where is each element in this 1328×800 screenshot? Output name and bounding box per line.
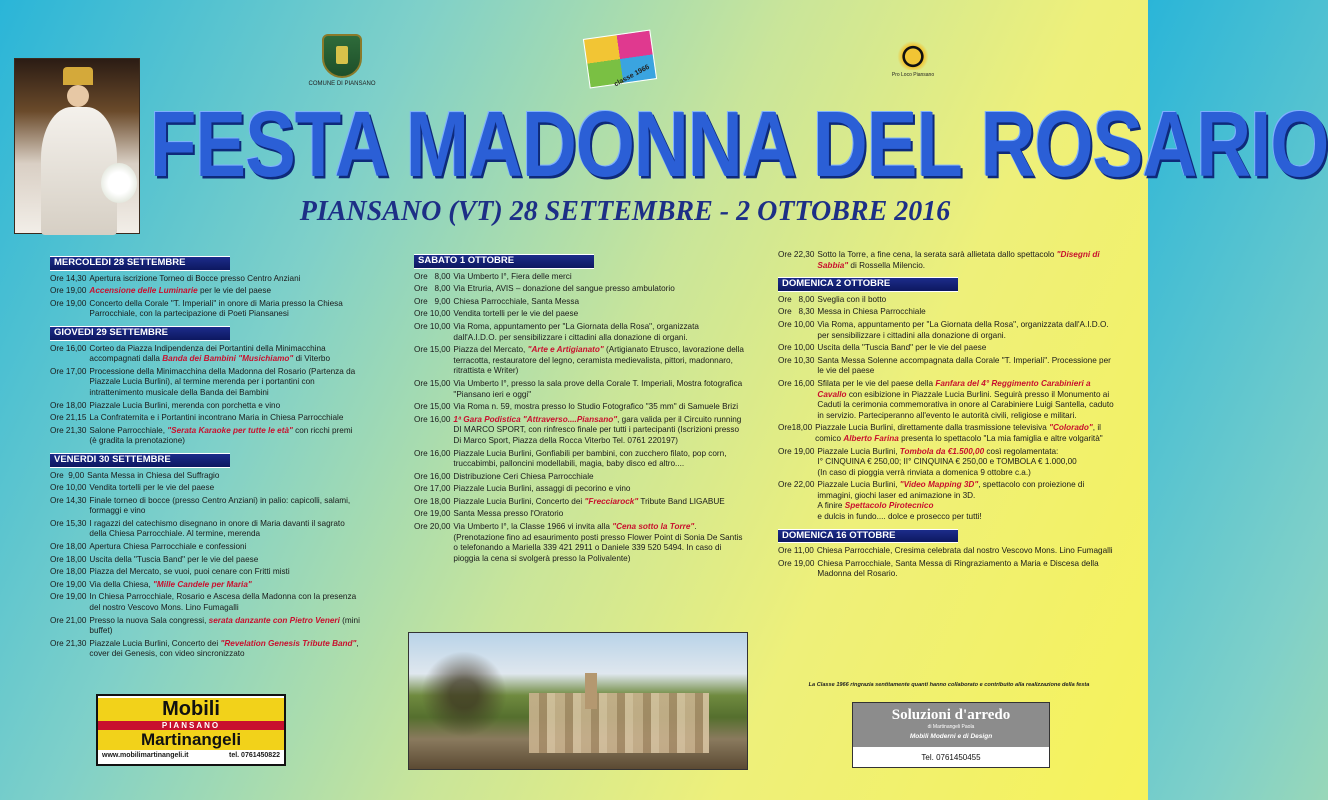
bee-icon	[893, 40, 933, 70]
day-header: DOMENICA 16 OTTOBRE	[778, 529, 958, 544]
event-row	[50, 413, 360, 424]
event-desc	[89, 616, 360, 637]
poster-subtitle: PIANSANO (VT) 28 SETTEMBRE - 2 OTTOBRE 2016	[299, 196, 951, 227]
event-desc-text: di Rossella Milencio.	[848, 260, 926, 270]
houses-shape	[529, 693, 709, 753]
event-row	[778, 343, 1114, 354]
event-desc: Chiesa Parrocchiale, Santa Messa	[453, 296, 580, 306]
event-desc	[89, 286, 360, 297]
event-highlight: Banda dei Bambini "Musichiamo"	[162, 354, 294, 364]
event-row	[50, 496, 360, 517]
event-desc-text: con esibizione in Piazzale Lucia Burlini. Seguirà presso il Monumento ai Caduti la cerimonia commemorativa in onore al Carabiniere Luigi Santella, caduto in servizio. Parteciperanno all'evento le autorità civili, religiose e militari.	[817, 389, 1114, 420]
event-row	[414, 509, 744, 520]
event-desc: Via Roma, appuntamento per "La Giornata della Rosa", organizzata dall'A.I.D.O. per sensibilizzare i cittadini alla donazione di organi.	[817, 319, 1109, 340]
event-row	[50, 555, 360, 566]
event-time: Ore 18,00	[50, 400, 87, 410]
event-time: Ore 19,00	[50, 579, 87, 589]
event-time: Ore 18,00	[50, 542, 87, 552]
event-desc-text: Piazzale Lucia Burlini,	[817, 446, 900, 456]
mobili-website: www.mobilimartinangeli.it	[102, 752, 189, 759]
event-desc: Piazzale Lucia Burlini, assaggi di pecorino e vino	[453, 484, 631, 494]
event-highlight: "Mille Candele per Maria"	[153, 579, 252, 589]
event-note: A finire	[817, 501, 845, 511]
mobili-contacts	[98, 752, 284, 759]
event-row	[414, 309, 744, 320]
event-desc-text: per le vie del paese	[197, 286, 271, 296]
program-column-1	[50, 252, 360, 662]
event-time: Ore 10,00	[778, 343, 815, 353]
event-row	[778, 423, 1114, 444]
event-desc-text: Piazzale Lucia Burlini, Concerto dei	[89, 638, 221, 648]
event-row	[414, 415, 744, 447]
event-desc: Via Roma, appuntamento per "La Giornata della Rosa", organizzata dall'A.I.D.O. per sensibilizzare i cittadini alla donazione di organi.	[453, 321, 699, 342]
event-row	[414, 379, 744, 400]
event-time: Ore 14,30	[50, 273, 87, 283]
event-desc: Piazzale Lucia Burlini, Gonfiabili per bambini, con zucchero filato, pop corn, truccabimbi, palloncini modellabili, magia, baby disco ed altro....	[453, 448, 727, 469]
event-row	[778, 320, 1114, 341]
event-time: Ore 10,00	[414, 321, 451, 331]
event-desc: Uscita della "Tuscia Band" per le vie del paese	[817, 343, 987, 353]
event-desc-text: Piazzale Lucia Burlini, direttamente dalla trasmissione televisiva	[815, 423, 1050, 433]
event-desc	[817, 379, 1114, 421]
proloco-logo	[884, 40, 942, 78]
event-time: Ore 9,00	[414, 296, 451, 306]
day-header: DOMENICA 2 OTTOBRE	[778, 277, 958, 292]
event-time: Ore 22,30	[778, 250, 815, 259]
event-desc-text: Presso la nuova Sala congressi,	[89, 615, 209, 625]
event-row	[50, 471, 360, 482]
event-highlight: "Revelation Genesis Tribute Band"	[220, 638, 357, 648]
comune-logo	[304, 34, 380, 87]
event-desc: Processione della Minimacchina della Madonna del Rosario (Partenza da Piazzale Lucia Burlini), al termine merenda per i portantini con intrattenimento musicale della Banda dei Bambini	[89, 366, 356, 397]
event-time: Ore 21,15	[50, 413, 87, 423]
event-note: I° CINQUINA € 250,00; II° CINQUINA € 250,00 e TOMBOLA € 1.000,00	[817, 457, 1077, 467]
event-desc-text: Salone Parrocchiale,	[89, 425, 168, 435]
event-time: Ore 9,00	[50, 470, 85, 480]
event-desc-text: di Viterbo	[293, 354, 331, 364]
event-time: Ore 15,00	[414, 345, 451, 355]
event-time: Ore 22,00	[778, 480, 815, 490]
event-time: Ore 15,30	[50, 518, 87, 528]
event-row	[50, 344, 360, 365]
event-desc: Concerto della Corale "T. Imperiali" in onore di Maria presso la Chiesa Parrocchiale, con la partecipazione di Poeti Piansanesi	[89, 298, 343, 319]
event-desc-text: Piazzale Lucia Burlini, Concerto dei	[453, 496, 585, 506]
event-desc: Apertura iscrizione Torneo di Bocce presso Centro Anziani	[89, 273, 301, 283]
event-desc-text: Piazzale Lucia Burlini,	[817, 480, 900, 490]
event-time: Ore 19,00	[414, 509, 451, 519]
event-desc-text: (Artigianato Etrusco, lavorazione della terracotta, restauratore del legno, ceramista medievalista, pittori, madonnaro, ritrattista e Writer)	[453, 345, 744, 376]
event-desc: Distribuzione Ceri Chiesa Parrocchiale	[453, 471, 594, 481]
tower-shape	[585, 673, 597, 709]
event-row	[778, 250, 1114, 271]
event-desc	[817, 447, 1114, 479]
event-highlight: "Cena sotto la Torre"	[612, 522, 695, 532]
comune-label: COMUNE DI PIANSANO	[308, 81, 376, 87]
event-row	[414, 522, 744, 564]
event-row	[50, 567, 360, 578]
program-column-3	[778, 250, 1114, 582]
event-time: Ore 8,00	[414, 284, 451, 294]
soluzioni-owner: di Martinangeli Paola	[927, 724, 975, 730]
event-highlight: "Serata Karaoke per tutte le età"	[167, 425, 293, 435]
proloco-label: Pro Loco Piansano	[891, 72, 935, 78]
event-row	[414, 284, 744, 295]
event-time: Ore 19,00	[778, 558, 815, 568]
event-time: Ore 16,00	[50, 343, 87, 353]
event-desc: Piazzale Lucia Burlini, merenda con porchetta e vino	[89, 400, 281, 410]
event-row	[778, 447, 1114, 479]
soluzioni-banner	[853, 703, 1049, 747]
soluzioni-phone: Tel. 0761450455	[921, 753, 981, 762]
event-row	[778, 546, 1114, 557]
mobili-phone: tel. 0761450822	[229, 752, 280, 759]
event-highlight: Spettacolo Pirotecnico	[844, 501, 934, 511]
event-desc	[453, 522, 744, 564]
event-time: Ore 16,00	[778, 378, 815, 388]
event-row	[50, 426, 360, 447]
poster-title: FESTA MADONNA DEL ROSARIO	[150, 93, 1328, 197]
event-note: (In caso di pioggia verrà rinviata a domenica 9 ottobre c.a.)	[817, 467, 1031, 477]
event-row	[50, 286, 360, 297]
event-highlight: Tombola da €1.500,00	[899, 446, 985, 456]
event-desc	[89, 580, 360, 591]
event-highlight: "Arte e Artigianato"	[527, 345, 604, 355]
event-time: Ore 21,30	[50, 425, 87, 435]
event-row	[50, 580, 360, 591]
classe-1966-logo	[586, 34, 654, 89]
event-row	[778, 480, 1114, 522]
event-highlight: Alberto Farina	[843, 433, 899, 443]
madonna-statue-image	[14, 58, 140, 234]
event-row	[50, 616, 360, 637]
classe-tile-icon	[583, 30, 657, 89]
event-row	[778, 379, 1114, 421]
event-row	[414, 472, 744, 483]
event-desc	[815, 423, 1114, 444]
event-desc-text: , spettacolo con proiezione di immagini, giochi laser ed animazione in 3D.	[817, 480, 1085, 500]
event-row	[414, 272, 744, 283]
event-desc	[453, 345, 744, 377]
event-row	[778, 307, 1114, 318]
event-row	[50, 367, 360, 399]
event-desc-text: Tribute Band LIGABUE	[638, 496, 725, 506]
event-row	[414, 297, 744, 308]
event-desc	[817, 250, 1114, 271]
soluzioni-arredo-ad	[852, 702, 1050, 768]
event-highlight: "Frecciarock"	[584, 496, 639, 506]
event-desc-text: , cover dei Genesis, con video sincronizzato	[89, 638, 359, 659]
face-shape	[67, 85, 89, 107]
event-time: Ore 8,00	[414, 271, 451, 281]
event-highlight: Accensione delle Luminarie	[89, 286, 198, 296]
event-time: Ore 11,00	[778, 546, 814, 556]
event-desc-text: Corteo da Piazza Indipendenza dei Portantini della Minimacchina accompagnati dalla	[89, 343, 326, 364]
event-desc: Uscita della "Tuscia Band" per le vie del paese	[89, 554, 259, 564]
event-highlight: serata danzante con Pietro Veneri	[208, 615, 340, 625]
event-time: Ore 16,00	[414, 448, 451, 458]
event-desc: Via Umberto I°, Fiera delle merci	[453, 271, 572, 281]
event-desc-text: con ricchi premi (è gradita la prenotazione)	[89, 425, 353, 446]
event-highlight: Fanfara del 4° Reggimento Carabinieri a Cavallo	[817, 378, 1091, 399]
village-photo	[408, 632, 748, 770]
event-time: Ore 10,00	[50, 483, 87, 493]
event-desc	[817, 480, 1114, 522]
event-row	[50, 401, 360, 412]
event-desc-text: Sotto la Torre, a fine cena, la serata sarà allietata dallo spettacolo	[817, 250, 1057, 259]
event-desc: Chiesa Parrocchiale, Cresima celebrata dal nostro Vescovo Mons. Lino Fumagalli	[816, 546, 1113, 556]
event-row	[50, 483, 360, 494]
event-desc-text: , gara valida per il Circuito running DI MARCO SPORT, con rinfresco finale per tutti i partecipanti (Iscrizioni presso Di Marco Sport, Piazza della Rocca Viterbo Tel. 0761 220197)	[453, 414, 742, 445]
mobili-martinangeli-ad	[96, 694, 286, 766]
mobili-brand: Mobili	[98, 698, 284, 721]
event-highlight: "Disegni di Sabbia"	[817, 250, 1100, 270]
event-desc	[89, 344, 360, 365]
event-time: Ore 16,00	[414, 414, 451, 424]
event-time: Ore18,00	[778, 423, 813, 433]
event-row	[414, 497, 744, 508]
event-row	[50, 592, 360, 613]
event-desc: Via Roma n. 59, mostra presso lo Studio Fotografico "35 mm" di Samuele Brizi	[453, 402, 739, 412]
event-desc	[453, 497, 744, 508]
event-desc: Vendita tortelli per le vie del paese	[89, 483, 215, 493]
event-row	[414, 322, 744, 343]
event-desc: Apertura Chiesa Parrocchiale e confessioni	[89, 542, 247, 552]
event-note: e dulcis in fundo.... dolce e prosecco per tutti!	[817, 512, 982, 522]
event-desc-text: Sfilata per le vie del paese della	[817, 378, 936, 388]
classe-label: classe 1966	[613, 63, 651, 89]
event-desc	[89, 426, 360, 447]
tree-shape	[419, 639, 509, 749]
soluzioni-tagline: Mobili Moderni e di Design	[909, 733, 993, 740]
day-header: MERCOLEDI 28 SETTEMBRE	[50, 256, 230, 271]
event-desc: La Confraternita e i Portantini incontrano Maria in Chiesa Parrocchiale	[89, 413, 344, 423]
event-row	[778, 559, 1114, 580]
event-time: Ore 21,00	[50, 615, 87, 625]
event-row	[50, 274, 360, 285]
event-desc-text: così regolamentata:	[984, 446, 1059, 456]
event-time: Ore 14,30	[50, 495, 87, 505]
event-time: Ore 10,30	[778, 355, 815, 365]
event-row	[414, 402, 744, 413]
event-highlight: "Video Mapping 3D"	[899, 480, 979, 490]
event-time: Ore 10,00	[414, 309, 451, 319]
event-desc: Via Umberto I°, presso la sala prove della Corale T. Imperiali, Mostra fotografica "Piansano ieri e oggi"	[453, 378, 743, 399]
event-time: Ore 10,00	[778, 319, 815, 329]
event-desc: In Chiesa Parrocchiale, Rosario e Ascesa della Madonna con la presenza del nostro Vescovo Mons. Lino Fumagalli	[89, 592, 357, 613]
event-time: Ore 8,30	[778, 307, 815, 317]
event-row	[778, 295, 1114, 306]
event-highlight: 1ª Gara Podistica "Attraverso....Piansano"	[453, 414, 618, 424]
event-desc: Santa Messa Solenne accompagnata dalla Corale "T. Imperiali". Processione per le vie del paese	[817, 355, 1111, 376]
event-desc	[89, 639, 360, 660]
event-time: Ore 19,00	[50, 298, 87, 308]
event-time: Ore 8,00	[778, 294, 815, 304]
event-desc-text: Via della Chiesa,	[89, 579, 153, 589]
event-desc-text: (mini buffet)	[89, 615, 360, 636]
event-desc: Santa Messa in Chiesa del Suffragio	[87, 470, 220, 480]
event-desc: Vendita tortelli per le vie del paese	[453, 309, 579, 319]
event-row	[778, 356, 1114, 377]
event-desc: I ragazzi del catechismo disegnano in onore di Maria davanti il sagrato della Chiesa Parrocchiale. Al termine, merenda	[89, 518, 345, 539]
event-time: Ore 20,00	[414, 522, 451, 532]
day-header: GIOVEDI 29 SETTEMBRE	[50, 326, 230, 341]
program-column-2	[414, 250, 744, 566]
event-time: Ore 19,00	[50, 286, 87, 296]
event-time: Ore 18,00	[50, 554, 87, 564]
mobili-name: Martinangeli	[98, 730, 284, 750]
event-row	[414, 345, 744, 377]
event-desc-text: Via Umberto I°, la Classe 1966 vi invita alla	[453, 522, 613, 532]
thanks-note: La Classe 1966 ringrazia sentitamente quanti hanno collaborato e contribuito alla realizzazione della festa	[808, 682, 1090, 688]
event-time: Ore 21,30	[50, 638, 87, 648]
day-header: SABATO 1 OTTOBRE	[414, 254, 594, 269]
event-desc: Sveglia con il botto	[817, 294, 887, 304]
event-desc-text: .	[694, 522, 697, 532]
event-row	[50, 639, 360, 660]
event-time: Ore 17,00	[50, 366, 87, 376]
flowers-shape	[101, 163, 137, 203]
event-desc: Via Etruria, AVIS – donazione del sangue presso ambulatorio	[453, 284, 675, 294]
event-desc: Chiesa Parrocchiale, Santa Messa di Ringraziamento a Maria e Discesa della Madonna del Rosario.	[817, 558, 1099, 579]
event-desc: Messa in Chiesa Parrocchiale	[817, 307, 926, 317]
event-desc: Santa Messa presso l'Oratorio	[453, 509, 564, 519]
event-desc: Piazza del Mercato, se vuoi, puoi cenare con Fritti misti	[89, 567, 290, 577]
event-time: Ore 15,00	[414, 378, 451, 388]
event-time: Ore 18,00	[50, 567, 87, 577]
event-desc-text: Piazza del Mercato,	[453, 345, 528, 355]
event-time: Ore 19,00	[778, 446, 815, 456]
event-highlight: "Colorado"	[1049, 423, 1093, 433]
soluzioni-brand: Soluzioni d'arredo	[891, 707, 1011, 723]
crest-icon	[322, 34, 362, 78]
event-time: Ore 15,00	[414, 402, 451, 412]
event-time: Ore 16,00	[414, 471, 451, 481]
event-note: (Prenotazione fino ad esaurimento posti presso Flower Point di Sonia De Santis o telefonando a Mariella 339 421 2911 o Daniele 339 520 5494. In caso di pioggia la cena si svolgerà presso la Polivalente)	[453, 532, 743, 563]
event-desc-text: , il comico	[815, 423, 1101, 443]
event-time: Ore 19,00	[50, 592, 87, 602]
event-desc: Finale torneo di bocce (presso Centro Anziani) in palio: capicolli, salami, formaggi e vino	[89, 495, 351, 516]
event-desc	[453, 415, 744, 447]
crown-shape	[63, 67, 93, 85]
event-row	[414, 449, 744, 470]
event-row	[50, 519, 360, 540]
event-desc-text: presenta lo spettacolo "La mia famiglia e altre volgarità"	[898, 433, 1103, 443]
event-row	[414, 484, 744, 495]
event-row	[50, 299, 360, 320]
mobili-city: PIANSANO	[98, 721, 284, 730]
event-time: Ore 17,00	[414, 484, 451, 494]
event-row	[50, 542, 360, 553]
event-time: Ore 18,00	[414, 496, 451, 506]
day-header: VENERDI 30 SETTEMBRE	[50, 453, 230, 468]
